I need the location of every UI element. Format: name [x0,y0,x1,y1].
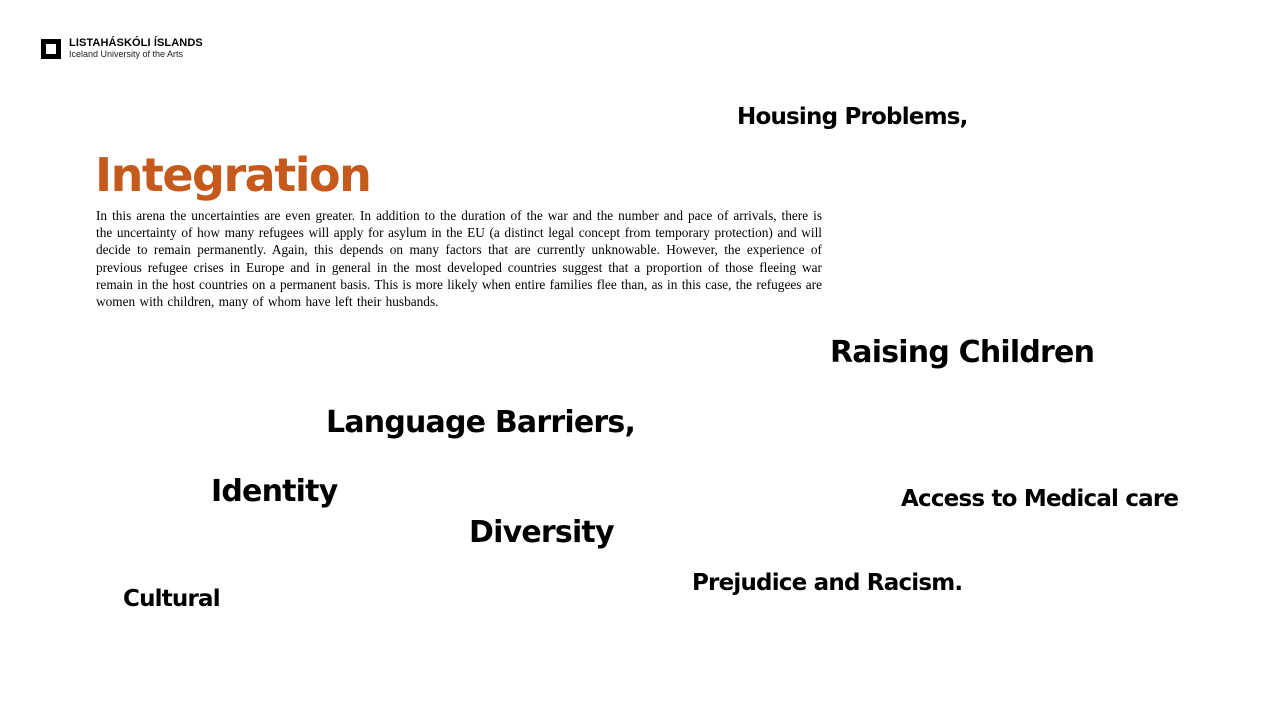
university-logo [41,38,203,59]
keyword-prejudice-and-racism: Prejudice and Racism. [692,570,963,596]
keyword-access-to-medical-care: Access to Medical care [901,486,1179,512]
logo-subtitle: Iceland University of the Arts [69,49,184,59]
keyword-language-barriers: Language Barriers, [326,405,636,440]
body-paragraph: In this arena the uncertainties are even greater. In addition to the duration of the war and the number and pace of arrivals, there is the uncertainty of how many refugees will apply for asylum in the EU (a distinct legal concept from temporary protection) and will decide to remain permanently. Again, this depends on many factors that are currently unknowable. However, the experience of previous refugee crises in Europe and in general in the most developed countries suggest that a proportion of those fleeing war remain in the host countries on a permanent basis. This is more likely when entire families flee than, as in this case, the refugees are women with children, many of whom have left their husbands. [96,208,822,310]
keyword-raising-children: Raising Children [830,335,1095,370]
keyword-diversity: Diversity [469,515,614,550]
slide-title: Integration [95,148,371,202]
keyword-identity: Identity [211,474,338,509]
keyword-housing-problems: Housing Problems, [737,104,968,130]
logo-text [69,38,203,59]
logo-name: LISTAHÁSKÓLI ÍSLANDS [69,37,203,49]
logo-square-icon [41,39,61,59]
keyword-cultural: Cultural [123,586,220,612]
